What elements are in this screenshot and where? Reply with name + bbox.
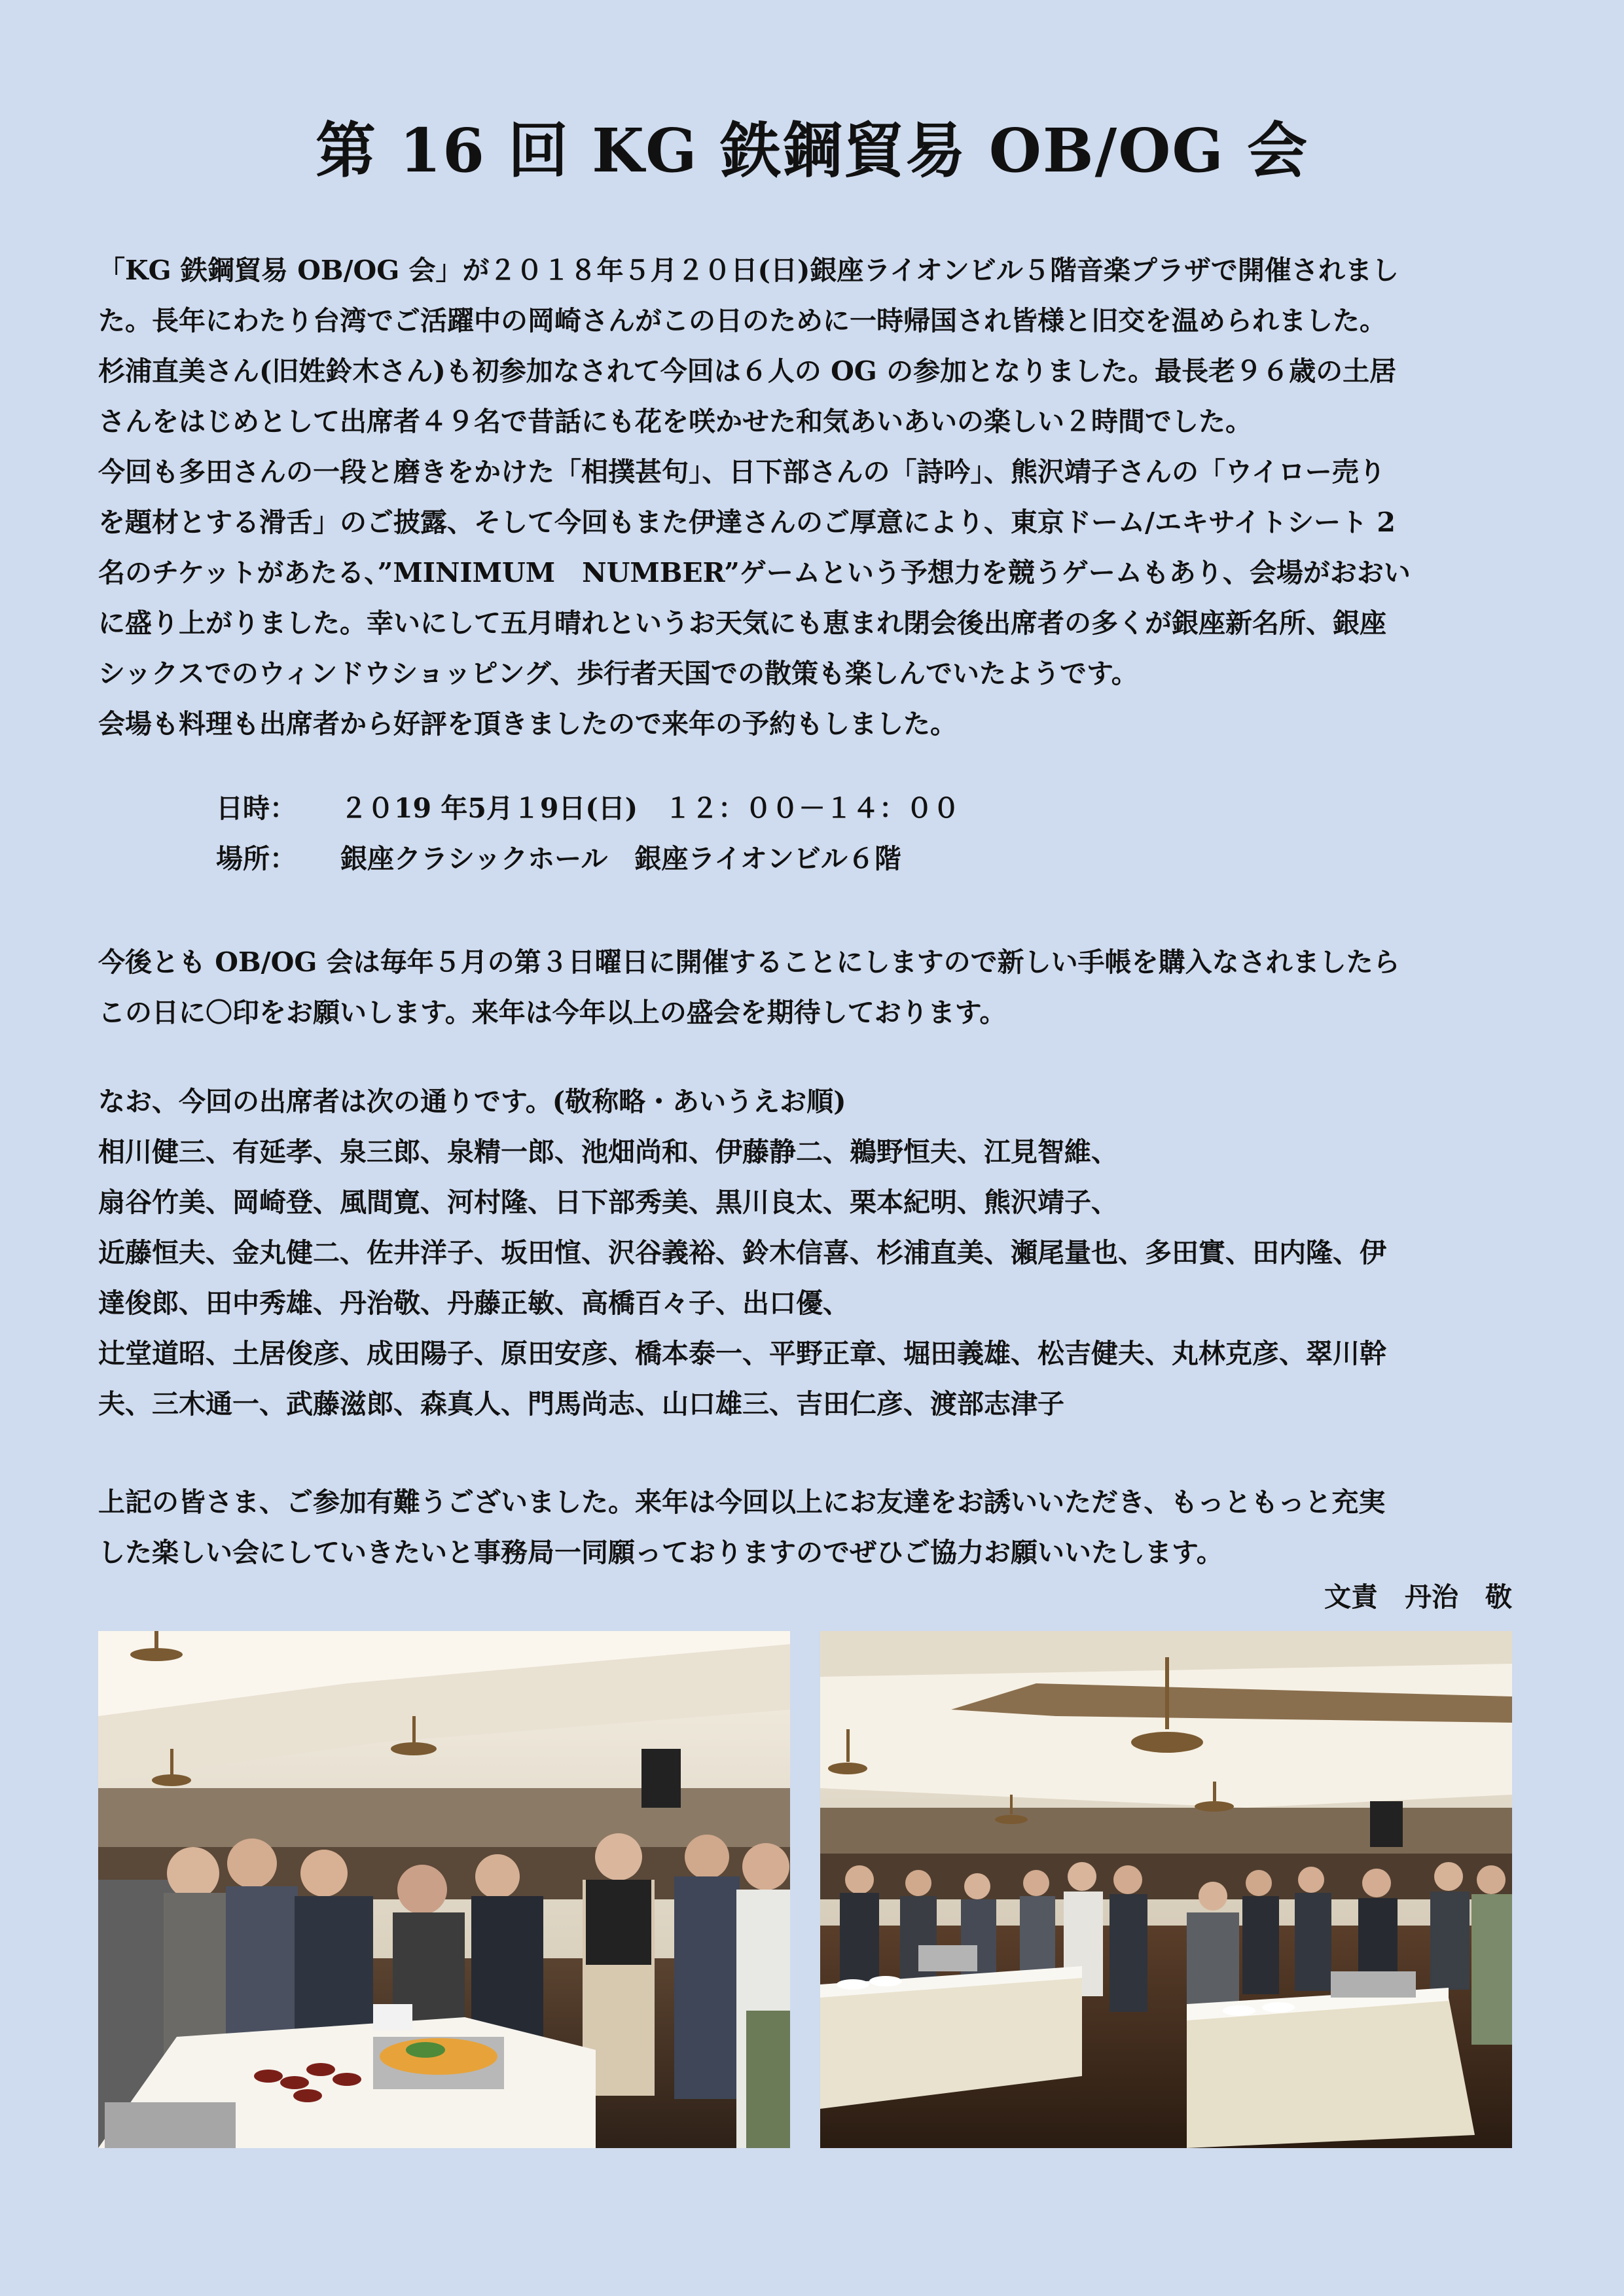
intro-paragraph <box>98 245 1525 749</box>
date-value: ２０19 年5月１9日(日) １２：００－１４：００ <box>340 793 960 824</box>
intro-line: さんをはじめとして出席者４９名で昔話にも花を咲かせた和気あいあいの楽しい２時間でした。 <box>98 406 1252 437</box>
attendee-line: 近藤恒夫、金丸健二、佐井洋子、坂田愃、沢谷義裕、鈴木信喜、杉浦直美、瀬尾量也、多田實、田内隆、伊 <box>98 1237 1386 1268</box>
intro-line: 会場も料理も出席者から好評を頂きましたので来年の予約もしました。 <box>98 708 957 740</box>
attendee-list <box>98 1077 1525 1429</box>
closing-line: 上記の皆さま、ご参加有難うございました。来年は今回以上にお友達をお誘いいただき、もっともっと充実 <box>98 1486 1386 1518</box>
attendee-line: 達俊郎、田中秀雄、丹治敬、丹藤正敏、高橋百々子、出口優、 <box>98 1287 850 1319</box>
attendee-line: 扇谷竹美、岡崎登、風間寛、河村隆、日下部秀美、黒川良太、栗本紀明、熊沢靖子、 <box>98 1187 1118 1218</box>
notice-paragraph <box>98 937 1525 1038</box>
place-value: 銀座クラシックホール 銀座ライオンビル６階 <box>340 843 901 874</box>
attendee-line: 辻堂道昭、土居俊彦、成田陽子、原田安彦、橋本泰一、平野正章、堀田義雄、松吉健夫、丸林克彦、翠川幹 <box>98 1338 1386 1369</box>
closing-line: した楽しい会にしていきたいと事務局一同願っておりますのでぜひご協力お願いいたします。 <box>98 1537 1223 1568</box>
intro-line: シックスでのウィンドウショッピング、歩行者天国での散策も楽しんでいたようです。 <box>98 658 1138 689</box>
intro-line: 名のチケットがあたる、”MINIMUM NUMBER”ゲームという予想力を競うゲームもあり、会場がおおい <box>98 557 1411 588</box>
intro-line: を題材とする滑舌」のご披露、そして今回もまた伊達さんのご厚意により、東京ドーム/エキサイトシート 2 <box>98 507 1396 538</box>
attendee-line: なお、今回の出席者は次の通りです。(敬称略・あいうえお順) <box>98 1086 846 1117</box>
intro-line: 杉浦直美さん(旧姓鈴木さん)も初参加なされて今回は６人の OG の参加となりました。最長老９６歳の土居 <box>98 355 1397 387</box>
event-schedule <box>216 783 1460 884</box>
schedule-place-row <box>216 834 1460 884</box>
event-photo-right <box>820 1631 1512 2148</box>
notice-line: 今後とも OB/OG 会は毎年５月の第３日曜日に開催することにしますので新しい手帳を購入なされましたら <box>98 946 1400 978</box>
date-label: 日時： <box>216 793 297 824</box>
author-signature: 文責 丹治 敬 <box>1324 1581 1512 1613</box>
attendee-line: 夫、三木通一、武藤滋郎、森真人、門馬尚志、山口雄三、吉田仁彦、渡部志津子 <box>98 1388 1064 1420</box>
closing-paragraph <box>98 1477 1525 1578</box>
intro-line: 今回も多田さんの一段と磨きをかけた「相撲甚句」、日下部さんの「詩吟」、熊沢靖子さんの「ウイロー売り <box>98 456 1386 488</box>
attendee-line: 相川健三、有延孝、泉三郎、泉精一郎、池畑尚和、伊藤静二、鵜野恒夫、江見智維、 <box>98 1136 1118 1168</box>
document-title: 第 16 回 KG 鉄鋼貿易 OB/OG 会 <box>316 115 1308 186</box>
notice-line: この日に〇印をお願いします。来年は今年以上の盛会を期待しております。 <box>98 997 1007 1028</box>
place-label: 場所： <box>216 843 297 874</box>
intro-line: 「KG 鉄鋼貿易 OB/OG 会」が２０１８年５月２０日(日)銀座ライオンビル５階音楽プラザで開催されまし <box>98 255 1399 286</box>
intro-line: た。長年にわたり台湾でご活躍中の岡崎さんがこの日のために一時帰国され皆様と旧交を温められました。 <box>98 305 1386 336</box>
schedule-date-row <box>216 783 1460 834</box>
event-photo-left <box>98 1631 790 2148</box>
intro-line: に盛り上がりました。幸いにして五月晴れというお天気にも恵まれ閉会後出席者の多くが銀座新名所、銀座 <box>98 607 1386 639</box>
